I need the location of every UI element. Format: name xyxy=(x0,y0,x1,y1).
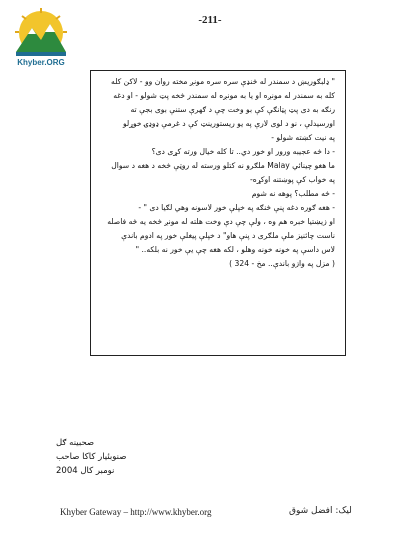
text-line: - څه مطلب؟ پوهه نه شوم xyxy=(251,189,335,198)
page-number: -211- xyxy=(198,14,222,26)
text-line: لاس داسې په خونه خونه وهلو ، لکه هغه چې یې خور نه بلکه.. " xyxy=(135,245,335,254)
logo-base xyxy=(16,52,66,56)
footer-url: Khyber Gateway – http://www.khyber.org xyxy=(60,507,212,517)
footer-author: لیک: افضل شوق xyxy=(289,506,352,516)
signature-block xyxy=(56,436,176,478)
signature-place: صنوبئیار کاکا صاحب xyxy=(56,452,127,462)
text-line: ما هغو چینائي Malay ملګرو نه کتلو ورسته له روټې څخه د هغه د سوال xyxy=(111,161,335,170)
text-line: په خواب کې پوښتنه اوکړه- xyxy=(249,175,335,184)
signature-date: نومبر کال 2004 xyxy=(56,466,115,476)
text-line: - دا څه عجیبه ورور او خور دي.. تا کله خیال ورته کړی دی؟ xyxy=(151,147,335,156)
signature-name: صحبینه ګل xyxy=(56,438,95,448)
quoted-text xyxy=(99,75,335,271)
text-line: ( مزل په وازو باندې.. مخ - 324 ) xyxy=(229,259,335,268)
text-line: په نیت کښته شولو - xyxy=(271,133,335,142)
text-line: اورسیدلې ، نو د لوی لارې په یو ریستورینټ کې د غرمې ډوډۍ خوړلو xyxy=(122,119,335,128)
text-line: کله به سمندر له مونږه او یا به مونږه له سمندر څخه پټ شولو - او دغه xyxy=(113,91,335,100)
text-line: ناست چائنیز ملې ملګری د پنې هاو" د خپلې پیغلې خور په ادوم باندې xyxy=(121,231,335,240)
text-line: رنګه به دی پټ پټانګې کې بو وخت چې د ګهرې ستنې بوی بجې ته xyxy=(130,105,335,114)
text-line: او زیښتیا خبره هم وه ، ولې چې دې وخت هلته له مونږ څخه یه څه فاصله xyxy=(107,217,335,226)
quoted-text-box xyxy=(90,70,346,356)
text-line: - هغه ګوره دغه پنې څنګه په خپلې خور لاسونه وهي لګیا دی " - xyxy=(138,203,335,212)
text-line: " ډلبګوریښ د سمندر له څنډې سره سره مونږ مخته روان وو - لاکن کله xyxy=(111,77,335,86)
logo-caption: Khyber.ORG xyxy=(17,58,65,67)
